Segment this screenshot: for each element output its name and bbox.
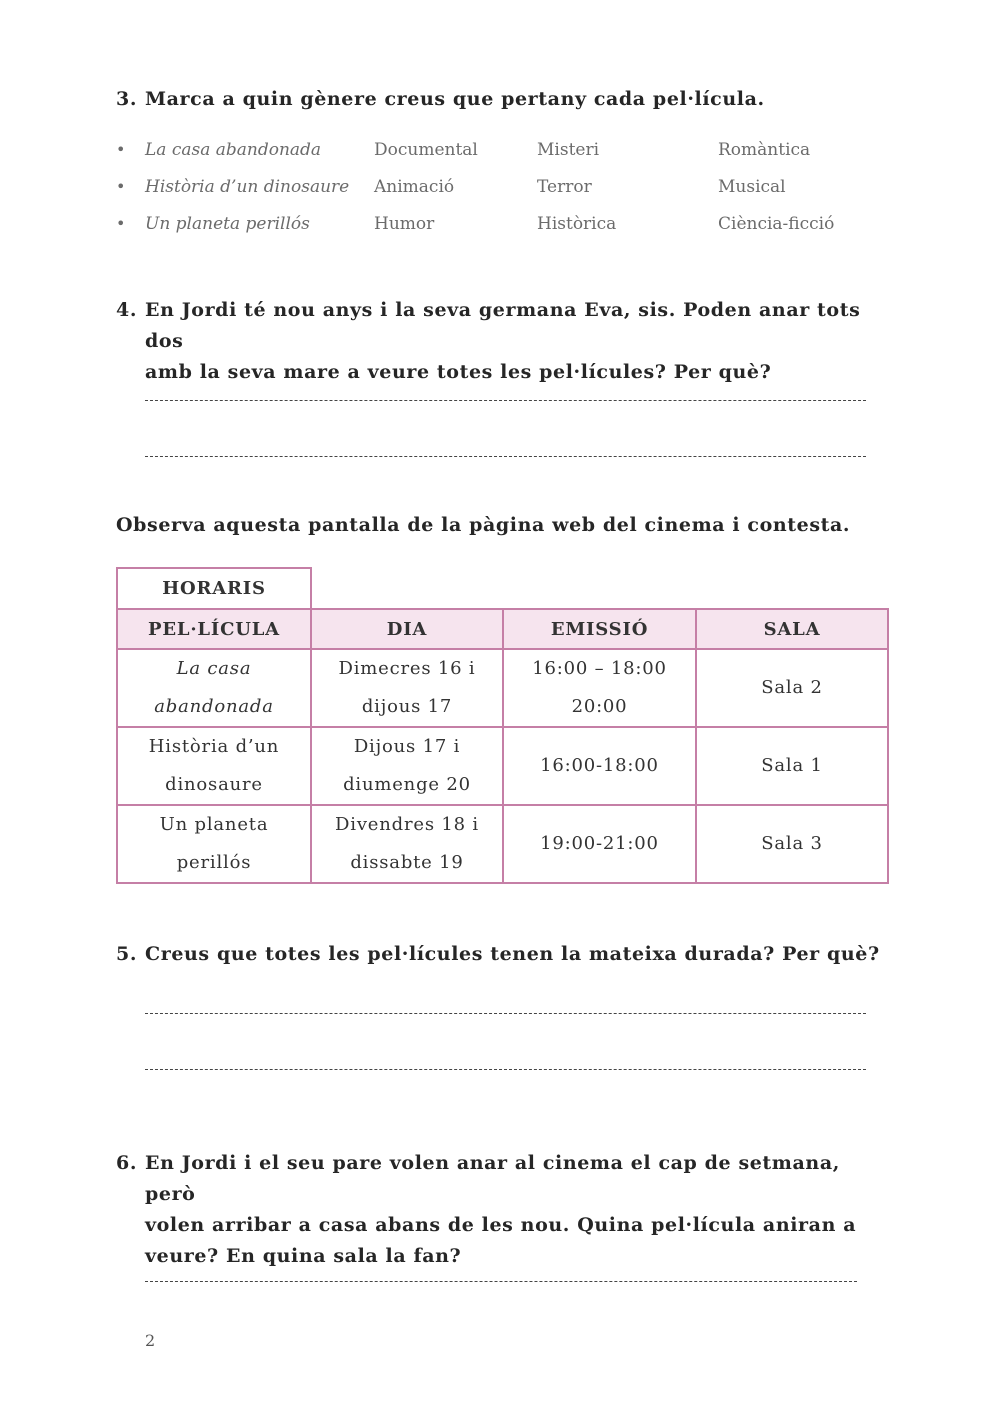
cell-film-line: perillós <box>176 852 252 873</box>
cell-time: 16:00-18:00 <box>503 727 696 805</box>
answer-line[interactable] <box>145 400 866 401</box>
genre-option[interactable]: Humor <box>374 214 435 234</box>
question-5-text: Creus que totes les pel·lícules tenen la mateixa durada? Per què? <box>145 943 880 965</box>
header-film: PEL·LÍCULA <box>117 609 311 649</box>
cell-day <box>311 727 503 805</box>
cell-day <box>311 649 503 727</box>
cell-room: Sala 2 <box>696 649 888 727</box>
cell-film-line: Un planeta <box>159 814 269 835</box>
question-6-number: 6. <box>116 1152 138 1174</box>
question-4-line-1: En Jordi té nou anys i la seva germana Eva, sis. Poden anar tots dos <box>145 299 861 352</box>
genre-option[interactable]: Misteri <box>537 140 600 160</box>
film-title: Història d’un dinosaure <box>145 177 350 197</box>
cell-day-line: Dimecres 16 i <box>338 658 476 679</box>
table-caption: HORARIS <box>117 568 311 609</box>
question-5 <box>116 939 896 970</box>
genre-option[interactable]: Animació <box>374 177 455 197</box>
cell-day-line: Dijous 17 i <box>353 736 461 757</box>
question-4-number: 4. <box>116 299 138 321</box>
cell-film <box>117 727 311 805</box>
question-5-number: 5. <box>116 943 138 965</box>
cell-film-line: abandonada <box>154 696 274 717</box>
question-4-line-2: amb la seva mare a veure totes les pel·lícules? Per què? <box>145 361 772 383</box>
table-row <box>117 805 888 883</box>
cell-film-line: dinosaure <box>165 774 263 795</box>
cell-day-line: Divendres 18 i <box>335 814 479 835</box>
bullet: • <box>116 140 126 159</box>
cell-day-line: dijous 17 <box>361 696 453 717</box>
genre-option[interactable]: Musical <box>718 177 786 197</box>
cell-day-line: dissabte 19 <box>350 852 464 873</box>
table-intro: Observa aquesta pantalla de la pàgina web del cinema i contesta. <box>116 514 851 536</box>
cell-time-line: 16:00 – 18:00 <box>532 658 667 679</box>
genre-option[interactable]: Ciència-ficció <box>718 214 835 234</box>
table-row <box>117 649 888 727</box>
question-3-text: Marca a quin gènere creus que pertany cada pel·lícula. <box>145 88 765 110</box>
question-6 <box>116 1148 896 1272</box>
cell-time-line: 20:00 <box>571 696 628 717</box>
schedule-table <box>116 567 889 884</box>
cell-film <box>117 649 311 727</box>
answer-line[interactable] <box>145 1013 866 1014</box>
cell-time <box>503 649 696 727</box>
film-title: La casa abandonada <box>145 140 322 160</box>
question-6-line-1: En Jordi i el seu pare volen anar al cinema el cap de setmana, però <box>145 1152 840 1205</box>
question-6-line-3: veure? En quina sala la fan? <box>145 1245 462 1267</box>
genre-option[interactable]: Terror <box>537 177 592 197</box>
bullet: • <box>116 177 126 196</box>
answer-line[interactable] <box>145 456 866 457</box>
cell-day <box>311 805 503 883</box>
question-3-number: 3. <box>116 88 138 110</box>
table-row <box>117 727 888 805</box>
cell-day-line: diumenge 20 <box>343 774 471 795</box>
genre-option[interactable]: Documental <box>374 140 478 160</box>
cell-room: Sala 1 <box>696 727 888 805</box>
genre-option[interactable]: Romàntica <box>718 140 811 160</box>
answer-line[interactable] <box>145 1281 857 1282</box>
table-spacer <box>311 568 888 609</box>
header-day: DIA <box>311 609 503 649</box>
genre-options <box>116 134 876 245</box>
question-3 <box>116 84 896 115</box>
header-time: EMISSIÓ <box>503 609 696 649</box>
question-6-line-2: volen arribar a casa abans de les nou. Quina pel·lícula aniran a <box>145 1214 857 1236</box>
bullet: • <box>116 214 126 233</box>
cell-film-line: La casa <box>176 658 252 679</box>
question-4 <box>116 295 896 388</box>
cell-time: 19:00-21:00 <box>503 805 696 883</box>
cell-room: Sala 3 <box>696 805 888 883</box>
page-number: 2 <box>145 1331 156 1350</box>
genre-option[interactable]: Històrica <box>537 214 617 234</box>
film-title: Un planeta perillós <box>145 214 310 234</box>
genre-row <box>116 134 876 171</box>
answer-line[interactable] <box>145 1069 866 1070</box>
genre-row <box>116 208 876 245</box>
genre-row <box>116 171 876 208</box>
cell-film <box>117 805 311 883</box>
cell-film-line: Història d’un <box>148 736 280 757</box>
header-room: SALA <box>696 609 888 649</box>
